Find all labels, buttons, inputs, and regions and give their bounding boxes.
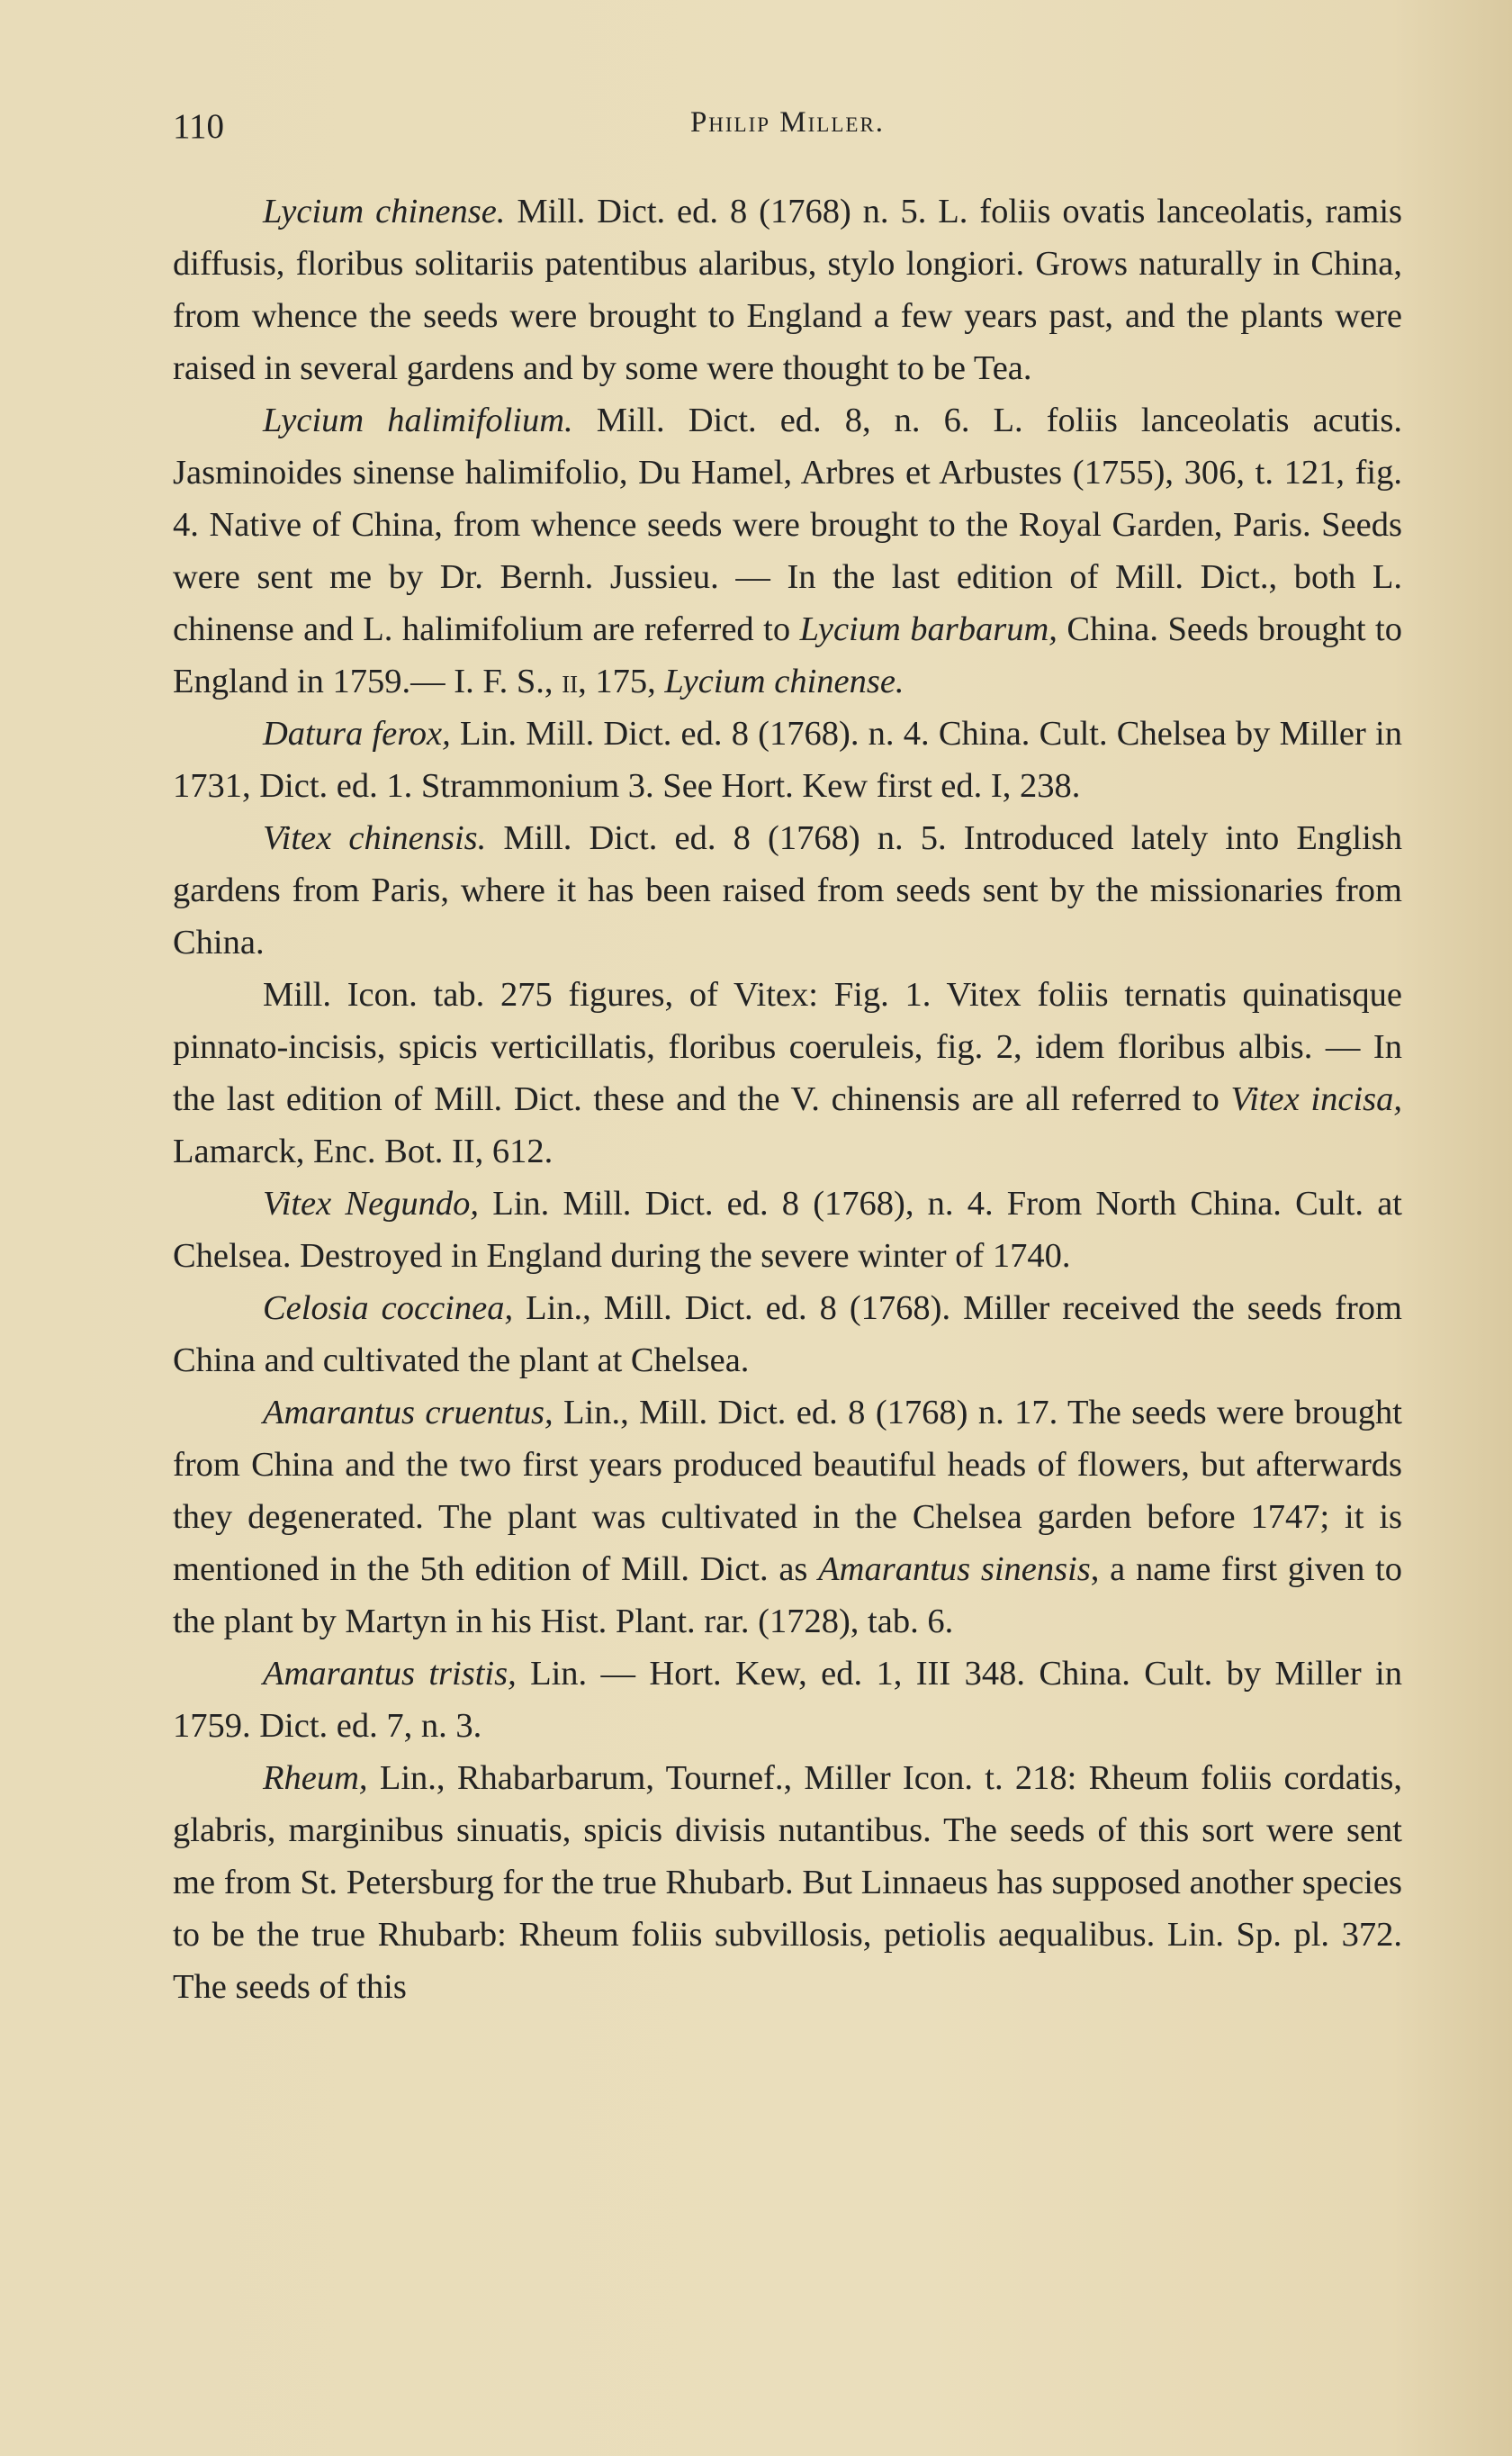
entry-text: Mill. Icon. tab. 275 figures, of Vitex: Fig. 1. Vitex foliis ternatis quinatisque pinnato-incisis, spicis verticillatis, floribus coeruleis, fig. 2, idem floribus albis. — In the last edition of Mill. Dict. these and the V. chinensis are all referred to — [173, 976, 1402, 1118]
species-name: Rheum, — [263, 1759, 368, 1797]
species-name: Amarantus tristis, — [263, 1655, 517, 1693]
species-name: Datura ferox, — [263, 715, 451, 753]
entry-text: China. Seeds brought to England in 1759.— I. F. S., — [173, 610, 1403, 700]
entry-amarantus-tristis — [173, 1648, 1402, 1752]
entry-text: Lamarck, Enc. Bot. II, 612. — [173, 1133, 554, 1170]
entry-text: , a name first given to the plant by Martyn in his Hist. Plant. rar. (1728), tab. 6. — [173, 1550, 1402, 1640]
species-reference: Lycium chinense. — [664, 663, 904, 700]
entry-text: Lin., Rhabarbarum, Tournef., Miller Icon. t. 218: Rheum foliis cordatis, glabris, marginibus sinuatis, spicis divisis nutantibus. The seeds of this sort were sent me from St. Petersburg for the true Rhubarb. But Linnaeus has supposed another species to be the true Rhubarb: Rheum foliis subvillosis, petiolis aequalibus. Lin. Sp. pl. 372. The seeds of this — [173, 1759, 1402, 2006]
running-title: Philip Miller. — [689, 106, 886, 139]
entry-text: Lin. — Hort. Kew, ed. 1, III 348. China. Cult. by Miller in 1759. Dict. ed. 7, n. 3. — [173, 1655, 1403, 1745]
species-name: Lycium halimifolium. — [263, 402, 573, 439]
entry-vitex-negundo — [173, 1178, 1402, 1282]
entry-text: Mill. Dict. ed. 8 (1768) n. 5. Introduced lately into English gardens from Paris, where it has been raised from seeds sent by the missionaries from China. — [173, 819, 1403, 962]
entry-text: Lin. Mill. Dict. ed. 8 (1768). n. 4. China. Cult. Chelsea by Miller in 1731, Dict. ed. 1. Strammonium 3. See Hort. Kew first ed. I, 238. — [173, 715, 1402, 805]
entry-text: Lin., Mill. Dict. ed. 8 (1768) n. 17. The seeds were brought from China and the two first years produced beautiful heads of flowers, but afterwards they degenerated. The plant was cultivated in the Chelsea garden before 1747; it is mentioned in the 5th edition of Mill. Dict. as — [173, 1394, 1403, 1588]
entry-lycium-chinense — [173, 185, 1402, 394]
species-name: Celosia coccinea, — [263, 1289, 514, 1327]
entry-vitex-icon — [173, 969, 1402, 1178]
species-name: Vitex Negundo, — [263, 1185, 480, 1223]
species-reference: Vitex incisa, — [1230, 1080, 1402, 1118]
species-name: Amarantus cruentus, — [263, 1394, 554, 1431]
entry-datura-ferox — [173, 708, 1402, 812]
entry-celosia-coccinea — [173, 1282, 1402, 1386]
species-name: Lycium chinense. — [263, 193, 506, 230]
entry-text: Lin. Mill. Dict. ed. 8 (1768), n. 4. From North China. Cult. at Chelsea. Destroyed in England during the severe winter of 1740. — [173, 1185, 1402, 1275]
entry-text: , 175, — [578, 663, 665, 700]
species-reference: Lycium barbarum, — [799, 610, 1058, 648]
page-header — [173, 106, 1402, 157]
entry-lycium-halimifolium — [173, 394, 1402, 708]
volume-numeral: ii — [562, 663, 579, 700]
page-number: 110 — [173, 107, 225, 146]
page-body — [173, 185, 1402, 2013]
entry-amarantus-cruentus — [173, 1386, 1402, 1648]
entry-text: Mill. Dict. ed. 8, n. 6. L. foliis lanceolatis acutis. Jasminoides sinense halimifolio, Du Hamel, Arbres et Arbustes (1755), 306, t. 121, fig. 4. Native of China, from whence seeds were brought to the Royal Garden, Paris. Seeds were sent me by Dr. Bernh. Jussieu. — In the last edition of Mill. Dict., both L. chinense and L. halimifolium are referred to — [173, 402, 1403, 648]
entry-rheum — [173, 1752, 1402, 2013]
entry-text: Mill. Dict. ed. 8 (1768) n. 5. L. foliis ovatis lanceolatis, ramis diffusis, floribus solitariis patentibus alaribus, stylo longiori. Grows naturally in China, from whence the seeds were brought to England a few years past, and the plants were raised in several gardens and by some were thought to be Tea. — [173, 193, 1402, 387]
species-name: Vitex chinensis. — [263, 819, 487, 857]
species-reference: Amarantus sinensis — [818, 1550, 1091, 1588]
entry-vitex-chinensis — [173, 812, 1402, 969]
entry-text: Lin., Mill. Dict. ed. 8 (1768). Miller received the seeds from China and cultivated the plant at Chelsea. — [173, 1289, 1402, 1379]
